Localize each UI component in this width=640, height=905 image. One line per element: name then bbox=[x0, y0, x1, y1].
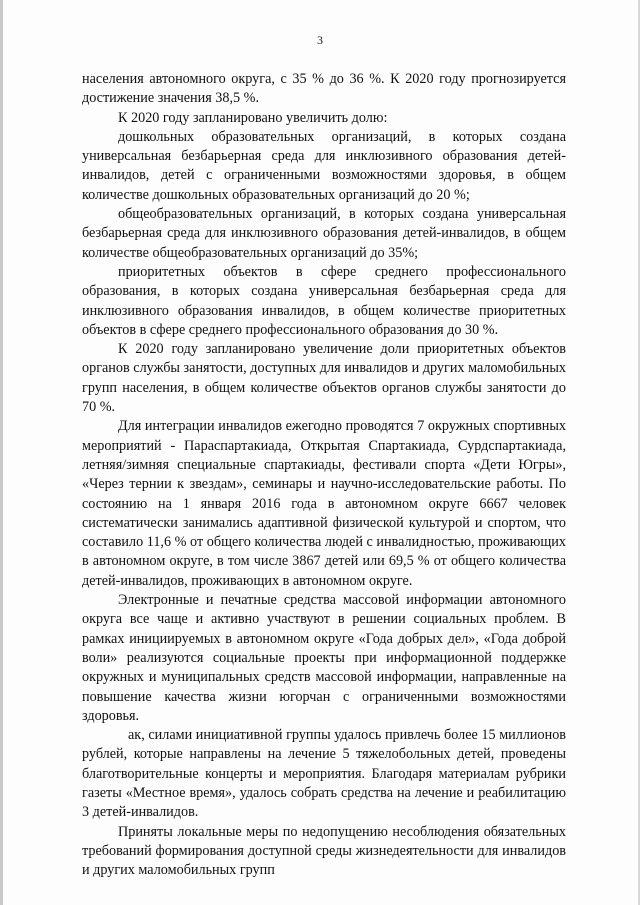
document-body bbox=[82, 70, 566, 880]
page-number: 3 bbox=[317, 33, 323, 47]
paragraph-plan-intro: К 2020 году запланировано увеличить долю: bbox=[118, 109, 388, 126]
scan-edge-left bbox=[0, 0, 3, 905]
paragraph-mass-media: Электронные и печатные средства массовой информации автономного округа все чаще и активно участвуют в решении социальных проблем. В рамках инициируемых в автономном округе «Года добрых дел», «Года доброй воли» реализуются социальные проекты при информационной поддержке окружных и муниципальных средств массовой информации, направленные на повышение качества жизни югорчан с ограниченными возможностями здоровья. bbox=[82, 592, 566, 724]
paragraph-sports-integration: Для интеграции инвалидов ежегодно проводятся 7 окружных спортивных мероприятий - Параспартакиада, Открытая Спартакиада, Сурдспартакиада, летняя/зимняя специальные спартакиады, фестивали спорта «Дети Югры», «Через тернии к звездам», семинары и научно-исследовательские работы. По состоянию на 1 января 2016 года в автономном округе 6667 человек систематически занимались адаптивной физической культурой и спортом, что составило 11,6 % от общего количества людей с инвалидностью, проживающих в автономном округе, в том числе 3867 детей или 69,5 % от общего количества детей-инвалидов, проживающих в автономном округе. bbox=[82, 418, 566, 589]
paragraph-local-measures: Приняты локальные меры по недопущению несоблюдения обязательных требований формирования доступной среды жизнедеятельности для инвалидов и других маломобильных групп bbox=[82, 823, 566, 879]
paragraph-employment-service: К 2020 году запланировано увеличение доли приоритетных объектов органов службы занятости, доступных для инвалидов и других маломобильных групп населения, в общем количестве объектов органов службы занятости до 70 %. bbox=[82, 341, 566, 416]
paragraph-continuation: населения автономного округа, с 35 % до 36 %. К 2020 году прогнозируется достижение значения 38,5 %. bbox=[82, 71, 566, 107]
paragraph-fundraising: ак, силами инициативной группы удалось привлечь более 15 миллионов рублей, которые направлены на лечение 5 тяжелобольных детей, проведены благотворительные концерты и мероприятия. Благодаря материалам рубрики газеты «Местное время», удалось собрать средства на лечение и реабилитацию 3 детей-инвалидов. bbox=[82, 727, 566, 821]
paragraph-vocational: приоритетных объектов в сфере среднего профессионального образования, в которых создана универсальная безбарьерная среда для инклюзивного образования инвалидов, в общем количестве приоритетных объектов в сфере среднего профессионального образования до 30 %. bbox=[82, 263, 566, 338]
paragraph-general-education: общеобразовательных организаций, в которых создана универсальная безбарьерная среда для инклюзивного образования детей-инвалидов, в общем количестве общеобразовательных организаций до 35%; bbox=[82, 206, 566, 261]
paragraph-preschool: дошкольных образовательных организаций, в которых создана универсальная безбарьерная среда для инклюзивного образования детей-инвалидов, детей с ограниченными возможностями здоровья, в общем количестве дошкольных образовательных организаций до 20 %; bbox=[82, 128, 566, 203]
